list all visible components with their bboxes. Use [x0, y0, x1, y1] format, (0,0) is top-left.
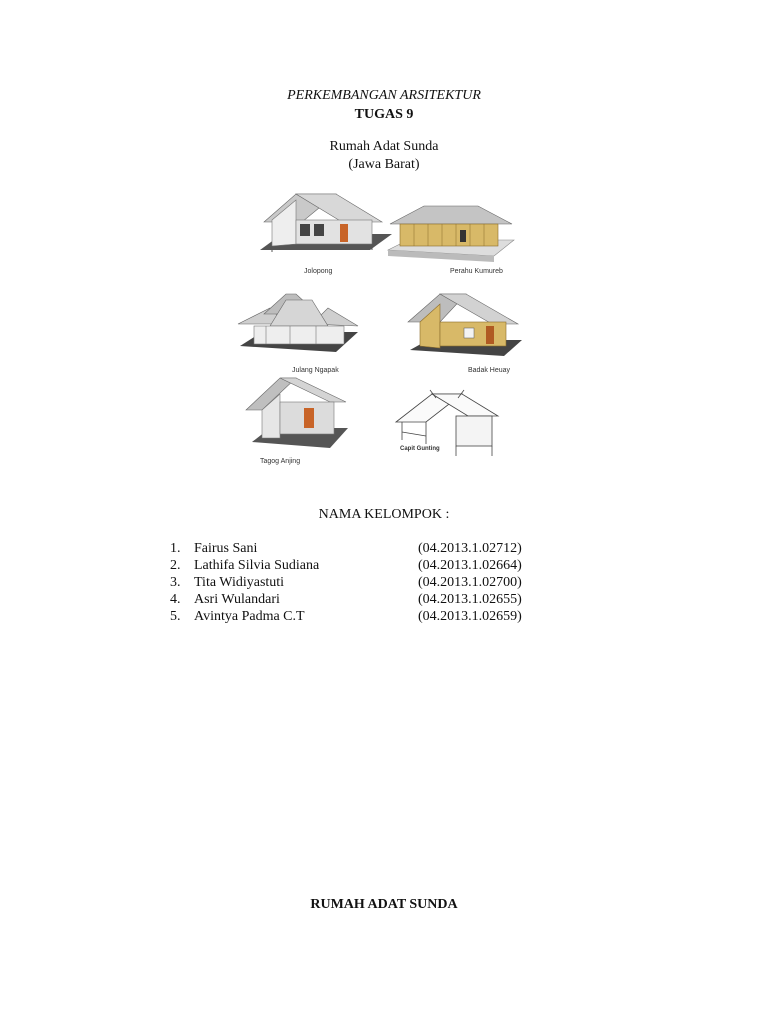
member-name: Avintya Padma C.T — [194, 609, 305, 624]
assignment-title: TUGAS 9 — [354, 107, 414, 122]
topic-title: Rumah Adat Sunda — [329, 139, 439, 154]
house-julang-ngapak-icon — [236, 290, 360, 368]
member-id: (04.2013.1.02664) — [418, 558, 522, 573]
house-caption: Badak Heuay — [468, 367, 511, 374]
house-jolopong-icon — [252, 190, 392, 270]
member-name: Lathifa Silvia Sudiana — [194, 558, 320, 573]
house-caption: Tagog Anjing — [260, 458, 301, 465]
member-name: Tita Widiyastuti — [194, 575, 285, 590]
member-number: 4. — [170, 592, 181, 607]
member-number: 2. — [170, 558, 181, 573]
member-number: 3. — [170, 575, 181, 590]
list-item — [170, 591, 570, 608]
list-item — [170, 557, 570, 574]
member-id: (04.2013.1.02655) — [418, 592, 522, 607]
member-name: Fairus Sani — [194, 541, 258, 556]
list-item — [170, 540, 570, 557]
house-caption: Jolopong — [304, 268, 333, 275]
member-name: Asri Wulandari — [194, 592, 280, 607]
member-number: 1. — [170, 541, 181, 556]
house-tagog-anjing-icon — [244, 376, 348, 456]
member-id: (04.2013.1.02700) — [418, 575, 522, 590]
house-perahu-kumureb-icon — [384, 200, 518, 270]
house-types-figure — [234, 186, 534, 470]
course-title: PERKEMBANGAN ARSITEKTUR — [287, 88, 481, 103]
list-item — [170, 574, 570, 591]
list-item — [170, 608, 570, 625]
section-heading: RUMAH ADAT SUNDA — [310, 897, 458, 912]
house-badak-heuay-icon — [406, 292, 522, 366]
member-number: 5. — [170, 609, 181, 624]
region-subtitle: (Jawa Barat) — [348, 157, 420, 172]
team-heading: NAMA KELOMPOK : — [318, 507, 450, 522]
member-list — [170, 540, 570, 625]
house-caption: Perahu Kumureb — [450, 268, 503, 275]
member-id: (04.2013.1.02659) — [418, 609, 522, 624]
member-id: (04.2013.1.02712) — [418, 541, 522, 556]
house-caption: Capit Gunting — [400, 446, 440, 452]
house-caption: Julang Ngapak — [292, 367, 339, 374]
